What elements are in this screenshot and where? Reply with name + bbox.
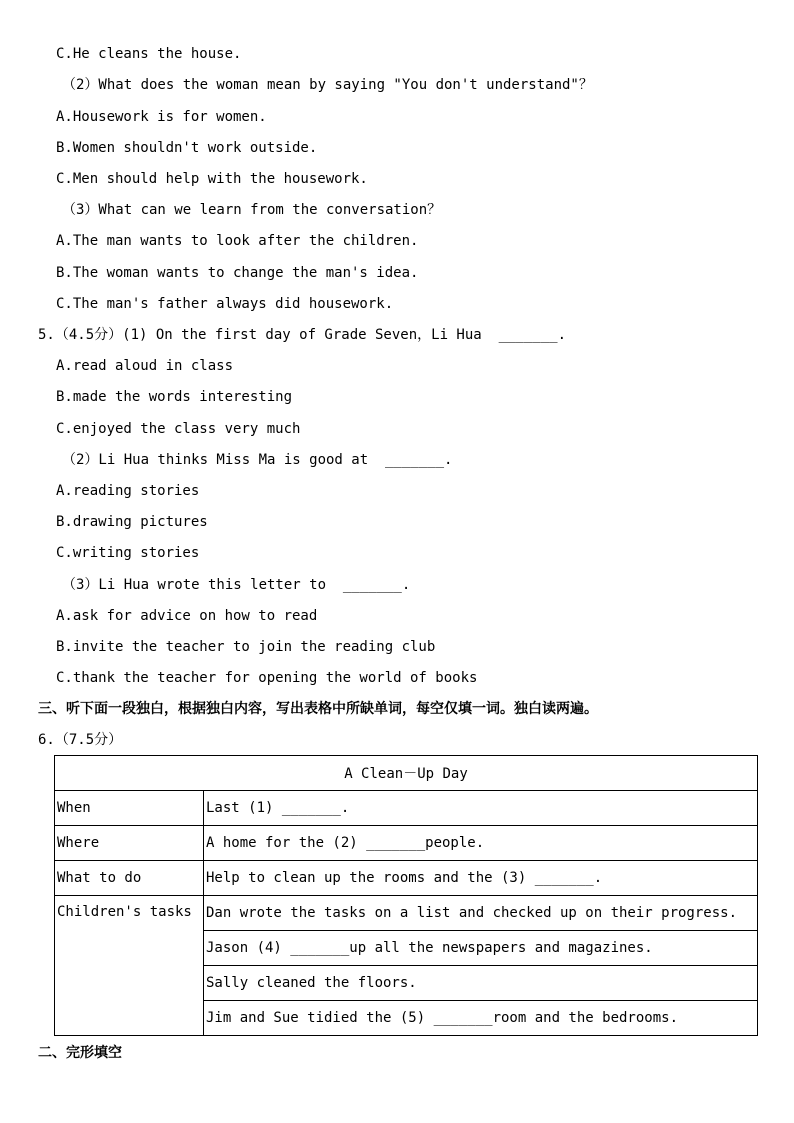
when-value: Last (1) _______.: [204, 791, 758, 826]
task-item: Sally cleaned the floors.: [204, 966, 758, 1001]
what-to-do-value: Help to clean up the rooms and the (3) _______.: [204, 861, 758, 896]
q4-sub3-option-a: A.The man wants to look after the children.: [56, 233, 419, 249]
q4-sub2-option-a: A.Housework is for women.: [56, 109, 267, 125]
q5-sub2-option-a: A.reading stories: [56, 483, 200, 499]
where-label: Where: [55, 826, 204, 861]
q4-option-c: C.He cleans the house.: [56, 46, 242, 62]
q5-sub2-option-b: B.drawing pictures: [56, 514, 208, 530]
q4-sub2-question: （2）What does the woman mean by saying "You don't understand"？: [62, 77, 593, 93]
q4-sub3-question: （3）What can we learn from the conversation？: [62, 202, 442, 218]
childrens-tasks-label: Children's tasks: [55, 896, 204, 1036]
section-3-heading: 三、听下面一段独白，根据独白内容，写出表格中所缺单词，每空仅填一词。独白读两遍。: [38, 701, 598, 717]
q5-sub1-option-a: A.read aloud in class: [56, 358, 234, 374]
where-value: A home for the (2) _______people.: [204, 826, 758, 861]
task-item: Jim and Sue tidied the (5) _______room and the bedrooms.: [204, 1001, 758, 1036]
clean-up-day-table: [54, 755, 758, 1036]
section-2-heading: 二、完形填空: [38, 1045, 122, 1061]
q5-sub3-option-c: C.thank the teacher for opening the world of books: [56, 670, 478, 686]
when-label: When: [55, 791, 204, 826]
q5-sub1-option-b: B.made the words interesting: [56, 389, 293, 405]
q5-sub3-option-b: B.invite the teacher to join the reading club: [56, 639, 436, 655]
q5-sub3-option-a: A.ask for advice on how to read: [56, 608, 318, 624]
q4-sub2-option-c: C.Men should help with the housework.: [56, 171, 368, 187]
task-item: Jason (4) _______up all the newspapers and magazines.: [204, 931, 758, 966]
q4-sub3-option-c: C.The man's father always did housework.: [56, 296, 394, 312]
table-row: [55, 861, 758, 896]
table-row: [55, 756, 758, 791]
task-item: Dan wrote the tasks on a list and checked up on their progress.: [204, 896, 758, 931]
q5-sub2-question: （2）Li Hua thinks Miss Ma is good at _______.: [62, 452, 453, 468]
q4-sub3-option-b: B.The woman wants to change the man's idea.: [56, 265, 419, 281]
q4-sub2-option-b: B.Women shouldn't work outside.: [56, 140, 318, 156]
q6-stem: 6.（7.5分）: [38, 732, 123, 748]
table-row: [55, 791, 758, 826]
table-row: [55, 896, 758, 931]
q5-sub2-option-c: C.writing stories: [56, 545, 200, 561]
table-row: [55, 826, 758, 861]
table-title: A Clean－Up Day: [55, 756, 758, 791]
q5-sub3-question: （3）Li Hua wrote this letter to _______.: [62, 577, 411, 593]
q5-stem: 5.（4.5分）(1) On the first day of Grade Seven，Li Hua _______.: [38, 327, 567, 343]
what-to-do-label: What to do: [55, 861, 204, 896]
q5-sub1-option-c: C.enjoyed the class very much: [56, 421, 301, 437]
